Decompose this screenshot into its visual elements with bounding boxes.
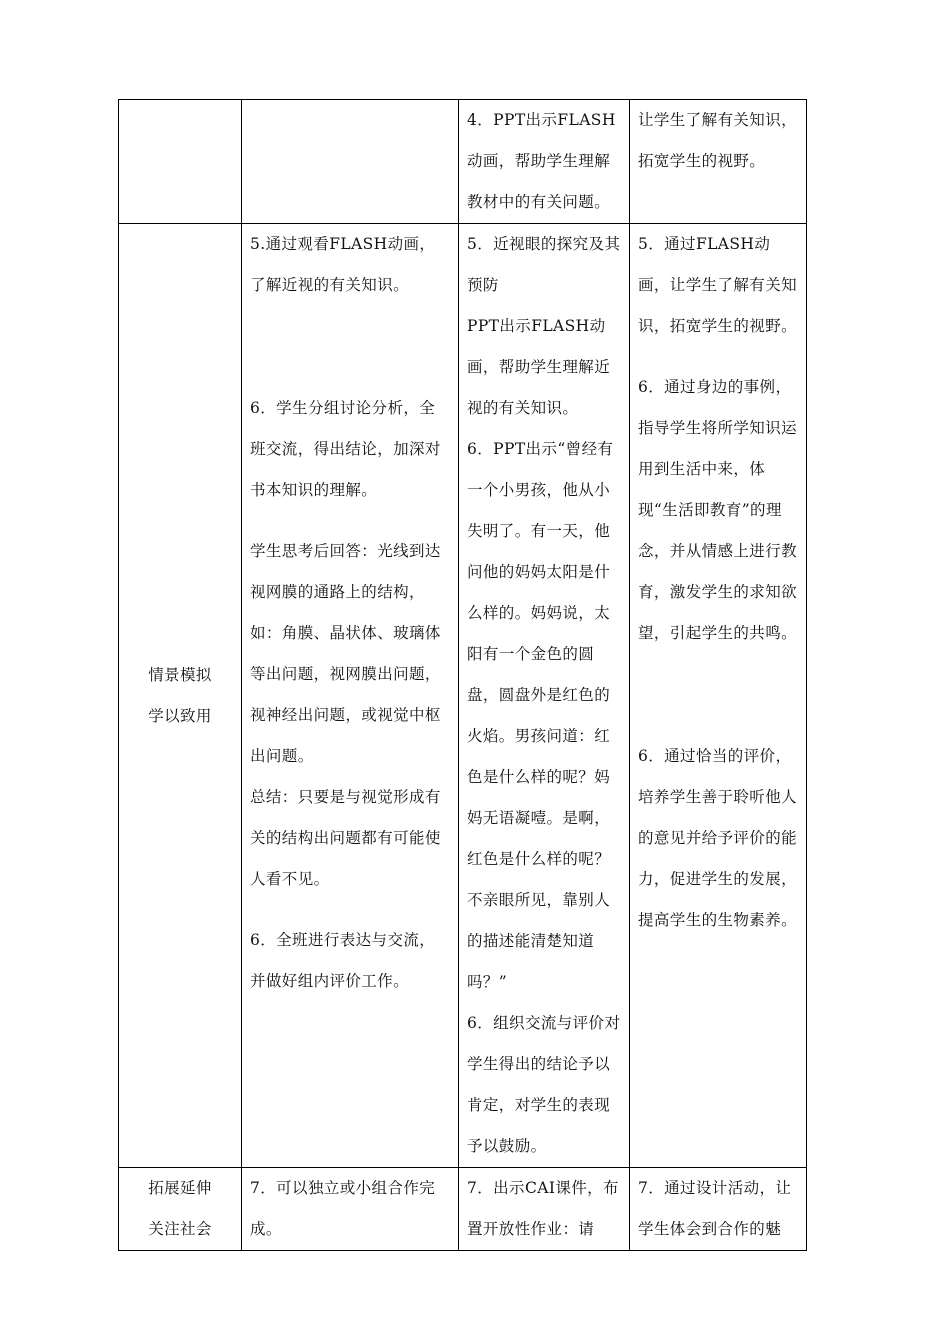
- student-activity-cell: [242, 224, 459, 1168]
- teacher-activity-cell: [459, 1168, 630, 1251]
- stage-label: 学以致用: [148, 706, 212, 725]
- cell-paragraph: 5．通过FLASH动画，让学生了解有关知识，拓宽学生的视野。: [638, 235, 798, 335]
- cell-paragraph: PPT出示FLASH动画，帮助学生理解近视的有关知识。: [467, 317, 611, 417]
- cell-paragraph: 6．PPT出示“曾经有一个小男孩，他从小失明了。有一天，他问他的妈妈太阳是什么样的。妈妈说，太阳有一个金色的圆盘，圆盘外是红色的火焰。男孩问道：红色是什么样的呢？妈妈无语凝噎。是啊，红色是什么样的呢？不亲眼所见，靠别人的描述能清楚知道吗？”: [467, 440, 614, 991]
- cell-paragraph: 让学生了解有关知识，拓宽学生的视野。: [638, 111, 798, 170]
- cell-paragraph: 学生思考后回答：光线到达视网膜的通路上的结构，如：角膜、晶状体、玻璃体等出问题，视网膜出问题，视神经出问题，或视觉中枢出问题。: [250, 542, 441, 765]
- student-activity-cell: [242, 100, 459, 224]
- design-intent-cell: [630, 1168, 807, 1251]
- cell-paragraph: 6．全班进行表达与交流，并做好组内评价工作。: [250, 931, 436, 990]
- cell-paragraph: 4．PPT出示FLASH动画，帮助学生理解教材中的有关问题。: [467, 111, 616, 211]
- cell-paragraph: 6．通过恰当的评价，培养学生善于聆听他人的意见并给予评价的能力，促进学生的发展，提高学生的生物素养。: [638, 747, 798, 929]
- cell-paragraph: 6．组织交流与评价对学生得出的结论予以肯定，对学生的表现予以鼓励。: [467, 1014, 621, 1155]
- cell-paragraph: 7．通过设计活动，让学生体会到合作的魅: [638, 1179, 792, 1238]
- teacher-activity-cell: [459, 224, 630, 1168]
- design-intent-cell: [630, 100, 807, 224]
- table-row: [119, 1168, 807, 1251]
- cell-paragraph: 5.通过观看FLASH动画，了解近视的有关知识。: [250, 235, 436, 294]
- stage-cell: [119, 1168, 242, 1251]
- cell-paragraph: 6．通过身边的事例，指导学生将所学知识运用到生活中来，体现“生活即教育”的理念，并从情感上进行教育，激发学生的求知欲望，引起学生的共鸣。: [638, 378, 798, 642]
- table-row: [119, 100, 807, 224]
- student-activity-cell: [242, 1168, 459, 1251]
- teacher-activity-cell: [459, 100, 630, 224]
- stage-label: 拓展延伸: [148, 1179, 212, 1197]
- design-intent-cell: [630, 224, 807, 1168]
- lesson-plan-table: [118, 99, 807, 1251]
- stage-cell: [119, 100, 242, 224]
- table-row: [119, 224, 807, 1168]
- stage-cell: [119, 224, 242, 1168]
- stage-label: 情景模拟: [148, 665, 212, 684]
- stage-label: 关注社会: [148, 1220, 212, 1238]
- cell-paragraph: 5．近视眼的探究及其预防: [467, 235, 621, 294]
- cell-paragraph: 7．可以独立或小组合作完成。: [250, 1179, 436, 1238]
- cell-paragraph: 7．出示CAI课件，布置开放性作业：请: [467, 1179, 619, 1238]
- cell-paragraph: 6．学生分组讨论分析，全班交流，得出结论，加深对书本知识的理解。: [250, 399, 441, 499]
- cell-paragraph: 总结：只要是与视觉形成有关的结构出问题都有可能使人看不见。: [250, 788, 441, 888]
